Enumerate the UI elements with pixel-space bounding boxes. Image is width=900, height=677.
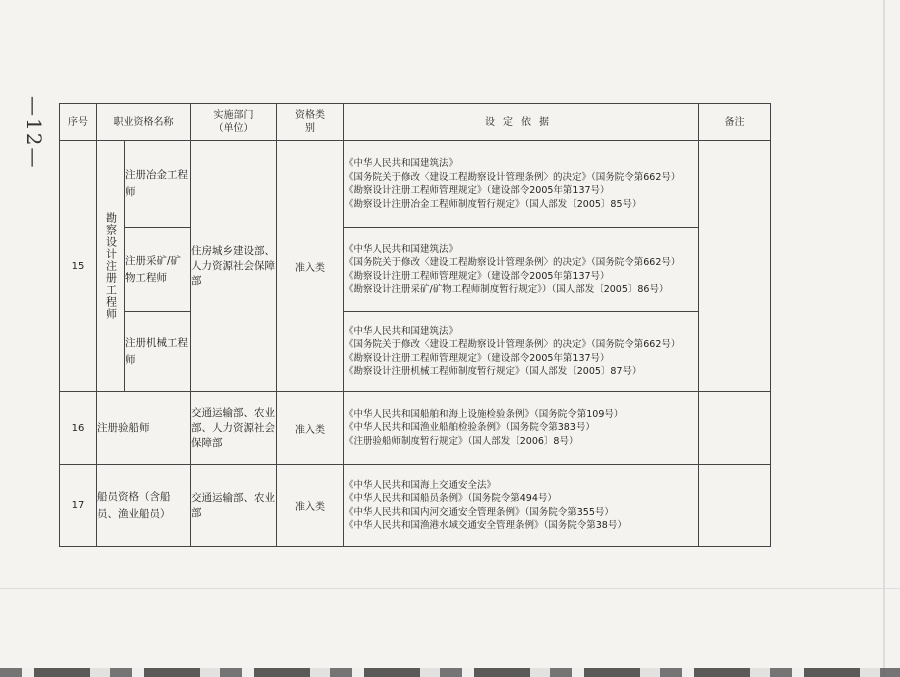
table-row [60, 465, 771, 547]
group-name-cell [97, 141, 125, 392]
basis-cell [344, 312, 699, 392]
basis-line: 《国务院关于修改〈建设工程勘察设计管理条例〉的决定》（国务院令第662号） [344, 257, 681, 268]
basis-line: 《中华人民共和国渔港水域交通安全管理条例》（国务院令第38号） [344, 520, 627, 531]
category-cell: 准入类 [277, 465, 344, 547]
dept-cell: 交通运输部、农业部、人力资源社会保障部 [191, 392, 277, 465]
dept-cell: 住房城乡建设部、人力资源社会保障部 [191, 141, 277, 392]
basis-line: 《国务院关于修改〈建设工程勘察设计管理条例〉的决定》（国务院令第662号） [344, 339, 681, 350]
row-seq: 15 [60, 141, 97, 392]
table-row [60, 141, 771, 228]
header-row [60, 104, 771, 141]
basis-line: 《勘察设计注册冶金工程师制度暂行规定》（国人部发〔2005〕85号） [344, 198, 642, 210]
scan-artifact-strip [0, 668, 900, 677]
header-basis: 设定依据 [344, 104, 699, 141]
header-dept: 实施部门（单位） [191, 104, 277, 141]
table-row [60, 228, 771, 312]
basis-line: 《勘察设计注册工程师管理规定》（建设部令2005年第137号） [344, 270, 610, 282]
sub-qualification-name: 注册采矿/矿物工程师 [125, 228, 191, 312]
header-name: 职业资格名称 [97, 104, 191, 141]
basis-cell [344, 392, 699, 465]
header-remark: 备注 [699, 104, 771, 141]
qualification-name: 船员资格（含船员、渔业船员） [97, 465, 191, 547]
page-fold-line [0, 588, 900, 589]
group-name: 勘察设计注册工程师 [104, 212, 118, 320]
basis-cell [344, 465, 699, 547]
sub-qualification-name: 注册冶金工程师 [125, 141, 191, 228]
remark-cell [699, 141, 771, 392]
row-seq: 17 [60, 465, 97, 547]
category-cell: 准入类 [277, 141, 344, 392]
remark-cell [699, 392, 771, 465]
basis-line: 《注册验船师制度暂行规定》（国人部发〔2006〕8号） [344, 435, 579, 447]
basis-line: 《中华人民共和国船员条例》（国务院令第494号） [344, 493, 557, 504]
table-row [60, 312, 771, 392]
basis-cell [344, 228, 699, 312]
dept-cell: 交通运输部、农业部 [191, 465, 277, 547]
basis-line: 《勘察设计注册工程师管理规定》（建设部令2005年第137号） [344, 185, 610, 196]
basis-line: 《国务院关于修改〈建设工程勘察设计管理条例〉的决定》（国务院令第662号） [344, 171, 681, 183]
basis-line: 《勘察设计注册采矿/矿物工程师制度暂行规定》）（国人部发〔2005〕86号） [344, 284, 669, 295]
basis-line: 《中华人民共和国建筑法》 [344, 243, 459, 255]
table-row [60, 392, 771, 465]
remark-cell [699, 465, 771, 547]
basis-line: 《中华人民共和国渔业船舶检验条例》（国务院令第383号） [344, 422, 595, 434]
row-seq: 16 [60, 392, 97, 465]
basis-cell [344, 141, 699, 228]
basis-line: 《勘察设计注册机械工程师制度暂行规定》（国人部发〔2005〕87号） [344, 366, 642, 377]
page-number: —12— [22, 96, 46, 170]
basis-line: 《中华人民共和国内河交通安全管理条例》（国务院令第355号） [344, 506, 614, 518]
header-seq: 序号 [60, 104, 97, 141]
basis-line: 《中华人民共和国建筑法》 [344, 158, 459, 169]
sub-qualification-name: 注册机械工程师 [125, 312, 191, 392]
basis-line: 《中华人民共和国船舶和海上设施检验条例》（国务院令第109号） [344, 408, 624, 420]
basis-line: 《中华人民共和国海上交通安全法》 [344, 479, 497, 491]
qualification-name: 注册验船师 [97, 392, 191, 465]
scan-edge [883, 0, 885, 677]
header-category: 资格类别 [277, 104, 344, 141]
basis-line: 《勘察设计注册工程师管理规定》（建设部令2005年第137号） [344, 352, 610, 364]
category-cell: 准入类 [277, 392, 344, 465]
basis-line: 《中华人民共和国建筑法》 [344, 325, 459, 337]
qualification-table [59, 103, 771, 547]
